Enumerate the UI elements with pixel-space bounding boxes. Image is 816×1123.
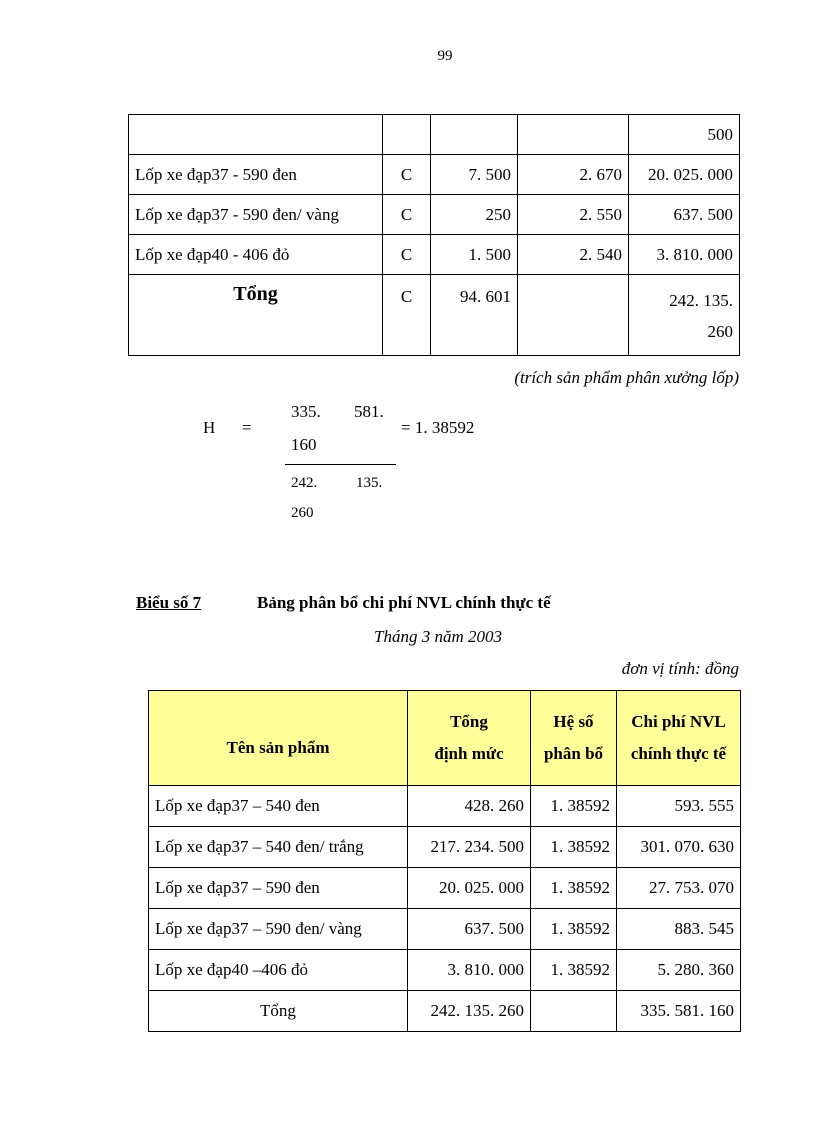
cost-cell: 593. 555	[617, 786, 741, 827]
numerator-part-c: 160	[291, 435, 317, 454]
coefficient-cell	[531, 991, 617, 1032]
table-row	[149, 868, 741, 909]
continued-product-table	[128, 114, 740, 356]
unit-cell	[383, 115, 431, 155]
norm-cell: 3. 810. 000	[408, 950, 531, 991]
formula-equals: =	[242, 418, 252, 437]
total-cell: 500	[629, 115, 740, 155]
page-number: 99	[437, 48, 453, 64]
total-cell: 3. 810. 000	[629, 235, 740, 275]
total-row	[129, 275, 740, 356]
table-row	[129, 195, 740, 235]
quantity-cell	[431, 115, 518, 155]
header-cost	[617, 691, 741, 786]
header-cost-line-2: chính thực tế	[630, 744, 727, 763]
coefficient-cell: 2. 550	[518, 195, 629, 235]
table-row	[129, 235, 740, 275]
section-subtitle: Tháng 3 năm 2003	[374, 627, 502, 646]
coefficient-cell: 1. 38592	[531, 909, 617, 950]
section-label: Biểu số 7	[136, 593, 202, 612]
allocation-table	[148, 690, 741, 1032]
table-row	[129, 155, 740, 195]
header-coef	[531, 691, 617, 786]
unit-cell: C	[383, 235, 431, 275]
product-name: Lốp xe đạp37 - 590 đen/ vàng	[129, 195, 383, 235]
header-coef-line-2: phân bổ	[543, 744, 604, 763]
denominator-part-b: 135.	[356, 475, 383, 491]
product-name: Lốp xe đạp37 – 540 đen	[149, 786, 408, 827]
unit-cell: C	[383, 275, 431, 356]
cost-cell: 335. 581. 160	[617, 991, 741, 1032]
norm-cell: 428. 260	[408, 786, 531, 827]
denominator-part-c: 260	[291, 505, 314, 521]
cost-cell: 5. 280. 360	[617, 950, 741, 991]
norm-cell: 637. 500	[408, 909, 531, 950]
coefficient-cell: 1. 38592	[531, 827, 617, 868]
total-cell: 20. 025. 000	[629, 155, 740, 195]
numerator-part-b: 581.	[354, 402, 384, 421]
table-row	[149, 786, 741, 827]
norm-cell: 20. 025. 000	[408, 868, 531, 909]
numerator-part-a: 335.	[291, 402, 321, 421]
coefficient-cell: 1. 38592	[531, 786, 617, 827]
quantity-cell: 250	[431, 195, 518, 235]
section-title: Bảng phân bổ chi phí NVL chính thực tế	[257, 593, 551, 612]
product-name: Lốp xe đạp37 - 590 đen	[129, 155, 383, 195]
coefficient-cell: 2. 670	[518, 155, 629, 195]
product-name: Lốp xe đạp37 – 540 đen/ trắng	[149, 827, 408, 868]
quantity-cell: 1. 500	[431, 235, 518, 275]
header-product-name: Tên sản phẩm	[149, 691, 408, 786]
cost-cell: 883. 545	[617, 909, 741, 950]
quantity-cell: 7. 500	[431, 155, 518, 195]
coefficient-cell: 1. 38592	[531, 950, 617, 991]
total-line-1: 242. 135.	[669, 291, 733, 310]
table-row	[149, 827, 741, 868]
table-row	[149, 950, 741, 991]
norm-cell: 217. 234. 500	[408, 827, 531, 868]
unit-note: đơn vị tính: đồng	[621, 659, 739, 678]
denominator-part-a: 242.	[291, 475, 318, 491]
unit-cell: C	[383, 195, 431, 235]
cost-cell: 27. 753. 070	[617, 868, 741, 909]
header-coef-line-1: Hệ số	[553, 712, 594, 731]
total-label: Tổng	[129, 275, 383, 356]
table-caption: (trích sản phẩm phân xưởng lốp)	[514, 368, 739, 387]
table-row	[149, 909, 741, 950]
fraction-line	[285, 464, 396, 465]
total-cell: 637. 500	[629, 195, 740, 235]
product-name: Lốp xe đạp37 – 590 đen/ vàng	[149, 909, 408, 950]
header-cost-line-1: Chi phí NVL	[631, 712, 726, 731]
total-row	[149, 991, 741, 1032]
quantity-cell: 94. 601	[431, 275, 518, 356]
table-row	[129, 115, 740, 155]
header-norm	[408, 691, 531, 786]
norm-cell: 242. 135. 260	[408, 991, 531, 1032]
total-label: Tổng	[149, 991, 408, 1032]
total-cell	[629, 275, 740, 356]
product-name	[129, 115, 383, 155]
header-row	[149, 691, 741, 786]
unit-cell: C	[383, 155, 431, 195]
product-name: Lốp xe đạp40 - 406 đỏ	[129, 235, 383, 275]
formula-result: = 1. 38592	[401, 418, 475, 437]
coefficient-cell	[518, 115, 629, 155]
formula-lhs: H	[203, 418, 216, 437]
product-name: Lốp xe đạp40 –406 đỏ	[149, 950, 408, 991]
coefficient-cell: 1. 38592	[531, 868, 617, 909]
total-line-2: 260	[707, 322, 733, 341]
coefficient-cell: 2. 540	[518, 235, 629, 275]
cost-cell: 301. 070. 630	[617, 827, 741, 868]
product-name: Lốp xe đạp37 – 590 đen	[149, 868, 408, 909]
coefficient-cell	[518, 275, 629, 356]
header-norm-line-1: Tổng	[450, 712, 488, 731]
header-norm-line-2: định mức	[434, 744, 504, 763]
